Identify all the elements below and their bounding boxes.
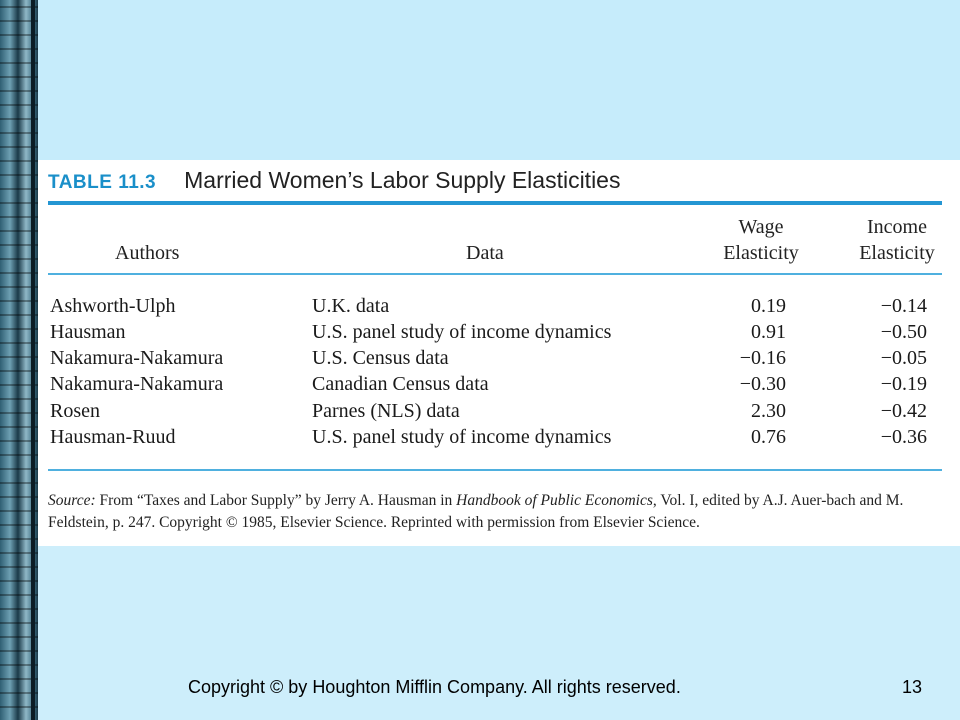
row-income: −0.14 (880, 295, 927, 317)
table-number: TABLE 11.3 (48, 172, 157, 193)
header-income-line1: Income (867, 216, 927, 238)
header-authors: Authors (115, 242, 180, 264)
row-author: Nakamura-Nakamura (50, 373, 224, 395)
header-wage-line2: Elasticity (723, 242, 799, 264)
source-text-a: From “Taxes and Labor Supply” by Jerry A. Hausman in (95, 492, 457, 509)
row-data: U.K. data (312, 295, 390, 317)
header-wage (716, 214, 806, 266)
row-author: Rosen (50, 400, 100, 422)
row-data: U.S. panel study of income dynamics (312, 321, 612, 343)
row-author: Hausman-Ruud (50, 426, 176, 448)
table-title (48, 167, 620, 197)
row-author: Ashworth-Ulph (50, 295, 176, 317)
table-title-text: Married Women’s Labor Supply Elasticities (184, 167, 621, 193)
source-label: Source: (48, 492, 96, 509)
row-income: −0.19 (880, 373, 927, 395)
row-wage: 0.76 (751, 426, 786, 448)
slide-top-band (38, 0, 960, 160)
header-rule (48, 273, 942, 275)
row-income: −0.05 (880, 347, 927, 369)
row-data: U.S. panel study of income dynamics (312, 426, 612, 448)
row-wage: −0.16 (739, 347, 786, 369)
header-wage-line1: Wage (738, 216, 784, 238)
row-income: −0.36 (880, 426, 927, 448)
header-income-line2: Elasticity (859, 242, 935, 264)
row-author: Nakamura-Nakamura (50, 347, 224, 369)
footer-copyright: Copyright © by Houghton Mifflin Company. All rights reserved. (188, 677, 681, 697)
bottom-rule (48, 469, 942, 471)
header-income (850, 214, 944, 266)
source-book-title: Handbook of Public Economics (456, 492, 653, 509)
row-wage: 2.30 (751, 400, 786, 422)
row-data: U.S. Census data (312, 347, 449, 369)
header-data: Data (466, 242, 504, 264)
top-rule (48, 201, 942, 205)
page-number: 13 (902, 677, 923, 697)
row-income: −0.42 (880, 400, 927, 422)
row-wage: −0.30 (739, 373, 786, 395)
source-note (48, 490, 942, 534)
row-income: −0.50 (880, 321, 927, 343)
row-author: Hausman (50, 321, 126, 343)
row-wage: 0.19 (751, 295, 786, 317)
row-data: Parnes (NLS) data (312, 400, 460, 422)
source-text-b: , Vol. I, edited by A.J. Auer-bach and M. Feldstein, p. 247. Copyright © 1985, Elsevier Science. Reprinted with permission from Elsevier Science. (48, 492, 904, 531)
row-wage: 0.91 (751, 321, 786, 343)
left-strip-edge (31, 0, 35, 720)
row-data: Canadian Census data (312, 373, 489, 395)
